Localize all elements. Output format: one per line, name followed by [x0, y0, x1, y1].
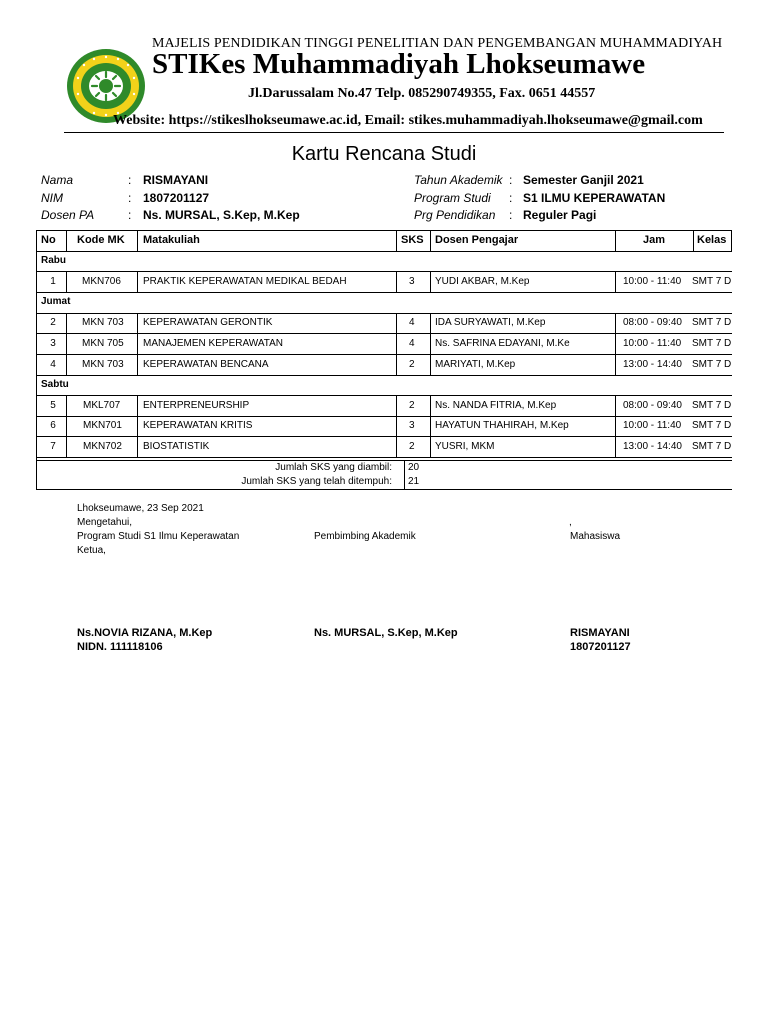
cell-code: MKN702	[83, 441, 122, 452]
day-label: Rabu	[41, 255, 66, 266]
col-rule	[731, 230, 732, 251]
name-value: RISMAYANI	[143, 173, 209, 187]
cell-class: SMT 7 D	[692, 276, 732, 287]
program-label: Program Studi	[414, 191, 491, 205]
cell-course: MANAJEMEN KEPERAWATAN	[143, 338, 284, 349]
institution-contact: Website: https://stikeslhokseumawe.ac.id, Email: stikes.muhammadiyah.lhokseumawe@gmail.com	[113, 113, 703, 128]
col-header-class: Kelas	[697, 234, 727, 246]
nim-value: 1807201127	[143, 191, 210, 205]
col-rule	[137, 230, 138, 251]
cell-course: KEPERAWATAN KRITIS	[143, 420, 253, 431]
col-rule	[430, 271, 431, 292]
cell-time: 08:00 - 09:40	[623, 400, 682, 411]
cell-lecturer: MARIYATI, M.Kep	[435, 359, 516, 370]
col-header-code: Kode MK	[77, 234, 125, 246]
col-rule	[430, 230, 431, 251]
known-text: Mengetahui,	[77, 517, 133, 528]
student-comma: ,	[569, 517, 572, 528]
cell-course: ENTERPRENEURSHIP	[143, 400, 250, 411]
cell-no: 7	[50, 441, 56, 452]
total-taken-label: Jumlah SKS yang diambil:	[275, 462, 392, 473]
col-rule	[430, 313, 431, 375]
cell-class: SMT 7 D	[692, 441, 732, 452]
col-rule	[430, 395, 431, 457]
student-name: RISMAYANI	[570, 627, 630, 639]
cell-course: KEPERAWATAN BENCANA	[143, 359, 269, 370]
col-rule	[137, 313, 138, 375]
cell-no: 5	[50, 400, 56, 411]
cell-sks: 2	[409, 400, 415, 411]
col-rule	[396, 271, 397, 292]
col-rule	[615, 230, 616, 251]
col-rule	[615, 271, 616, 292]
col-rule	[66, 271, 67, 292]
cell-class: SMT 7 D	[692, 359, 732, 370]
cell-no: 2	[50, 317, 56, 328]
cell-class: SMT 7 D	[692, 317, 732, 328]
name-label: Nama	[41, 173, 74, 187]
table-rule	[36, 375, 732, 376]
program-sep: :	[509, 191, 513, 205]
head-nidn: NIDN. 111118106	[77, 641, 163, 653]
cell-sks: 3	[409, 276, 415, 287]
student-nim: 1807201127	[570, 641, 631, 653]
col-rule	[396, 395, 397, 457]
cell-time: 10:00 - 11:40	[623, 420, 682, 431]
cell-no: 3	[50, 338, 56, 349]
cell-code: MKN 703	[82, 317, 124, 328]
year-value: Semester Ganjil 2021	[523, 173, 644, 187]
col-header-time: Jam	[643, 234, 666, 246]
col-header-course: Matakuliah	[143, 234, 200, 246]
advisor-label: Dosen PA	[41, 208, 95, 222]
col-rule	[137, 271, 138, 292]
col-rule	[404, 460, 405, 490]
student-role: Mahasiswa	[570, 531, 621, 542]
level-label: Prg Pendidikan	[414, 208, 496, 222]
institution-address: Jl.Darussalam No.47 Telp. 085290749355, Fax. 0651 44557	[248, 86, 596, 101]
council-name: MAJELIS PENDIDIKAN TINGGI PENELITIAN DAN PENGEMBANGAN MUHAMMADIYAH	[152, 36, 723, 51]
cell-no: 6	[50, 420, 56, 431]
cell-sks: 4	[409, 317, 415, 328]
col-rule	[66, 230, 67, 251]
col-rule	[137, 395, 138, 457]
total-passed-label: Jumlah SKS yang telah ditempuh:	[241, 476, 392, 487]
cell-class: SMT 7 D	[692, 400, 732, 411]
table-rule	[36, 457, 732, 458]
cell-code: MKL707	[83, 400, 121, 411]
cell-code: MKN 703	[82, 359, 124, 370]
col-rule	[615, 395, 616, 457]
table-rule	[36, 251, 732, 252]
cell-lecturer: Ns. SAFRINA EDAYANI, M.Ke	[435, 338, 570, 349]
cell-sks: 3	[409, 420, 415, 431]
cell-time: 10:00 - 11:40	[623, 338, 682, 349]
cell-lecturer: YUSRI, MKM	[435, 441, 495, 452]
cell-course: BIOSTATISTIK	[143, 441, 210, 452]
day-label: Jumat	[41, 296, 71, 307]
year-label: Tahun Akademik	[414, 173, 503, 187]
advisor-value: Ns. MURSAL, S.Kep, M.Kep	[143, 208, 300, 222]
cell-code: MKN701	[83, 420, 122, 431]
cell-lecturer: Ns. NANDA FITRIA, M.Kep	[435, 400, 557, 411]
level-sep: :	[509, 208, 513, 222]
cell-lecturer: YUDI AKBAR, M.Kep	[435, 276, 530, 287]
cell-time: 10:00 - 11:40	[623, 276, 682, 287]
cell-course: PRAKTIK KEPERAWATAN MEDIKAL BEDAH	[143, 276, 347, 287]
cell-sks: 4	[409, 338, 415, 349]
name-sep: :	[128, 173, 132, 187]
cell-code: MKN706	[82, 276, 121, 287]
col-rule	[693, 230, 694, 251]
day-label: Sabtu	[41, 379, 69, 390]
advisor-role: Pembimbing Akademik	[314, 531, 416, 542]
year-sep: :	[509, 173, 513, 187]
cell-no: 4	[50, 359, 56, 370]
cell-course: KEPERAWATAN GERONTIK	[143, 317, 273, 328]
program-value: S1 ILMU KEPERAWATAN	[523, 191, 666, 205]
advisor-sep: :	[128, 208, 132, 222]
col-rule	[396, 230, 397, 251]
col-header-no: No	[41, 234, 56, 246]
table-rule	[36, 313, 732, 314]
cell-class: SMT 7 D	[692, 420, 732, 431]
col-rule	[66, 313, 67, 375]
table-rule	[36, 292, 732, 293]
total-taken-value: 20	[408, 462, 420, 473]
table-rule	[36, 416, 732, 417]
table-rule	[36, 436, 732, 437]
cell-time: 13:00 - 14:40	[623, 359, 682, 370]
cell-sks: 2	[409, 359, 415, 370]
cell-lecturer: HAYATUN THAHIRAH, M.Kep	[435, 420, 569, 431]
table-rule	[36, 333, 732, 334]
nim-sep: :	[128, 191, 132, 205]
cell-class: SMT 7 D	[692, 338, 732, 349]
header-divider	[64, 132, 724, 133]
place-date: Lhokseumawe, 23 Sep 2021	[77, 503, 204, 514]
level-value: Reguler Pagi	[523, 208, 597, 222]
total-passed-value: 21	[408, 476, 420, 487]
head-name: Ns.NOVIA RIZANA, M.Kep	[77, 627, 213, 639]
head-title: Ketua,	[77, 545, 106, 556]
advisor-name: Ns. MURSAL, S.Kep, M.Kep	[314, 627, 458, 639]
document-title: Kartu Rencana Studi	[291, 143, 477, 165]
program-head-role: Program Studi S1 Ilmu Keperawatan	[77, 531, 240, 542]
table-rule	[36, 460, 732, 461]
cell-lecturer: IDA SURYAWATI, M.Kep	[435, 317, 546, 328]
nim-label: NIM	[41, 191, 63, 205]
cell-sks: 2	[409, 441, 415, 452]
col-rule	[615, 313, 616, 375]
col-header-sks: SKS	[401, 234, 424, 246]
cell-no: 1	[50, 276, 56, 287]
table-rule	[36, 354, 732, 355]
cell-time: 13:00 - 14:40	[623, 441, 682, 452]
col-header-lecturer: Dosen Pengajar	[435, 234, 519, 246]
cell-code: MKN 705	[82, 338, 124, 349]
table-rule	[36, 395, 732, 396]
table-rule	[36, 271, 732, 272]
cell-time: 08:00 - 09:40	[623, 317, 682, 328]
col-rule	[66, 395, 67, 457]
institution-name: STIKes Muhammadiyah Lhokseumawe	[152, 48, 646, 80]
col-rule	[396, 313, 397, 375]
